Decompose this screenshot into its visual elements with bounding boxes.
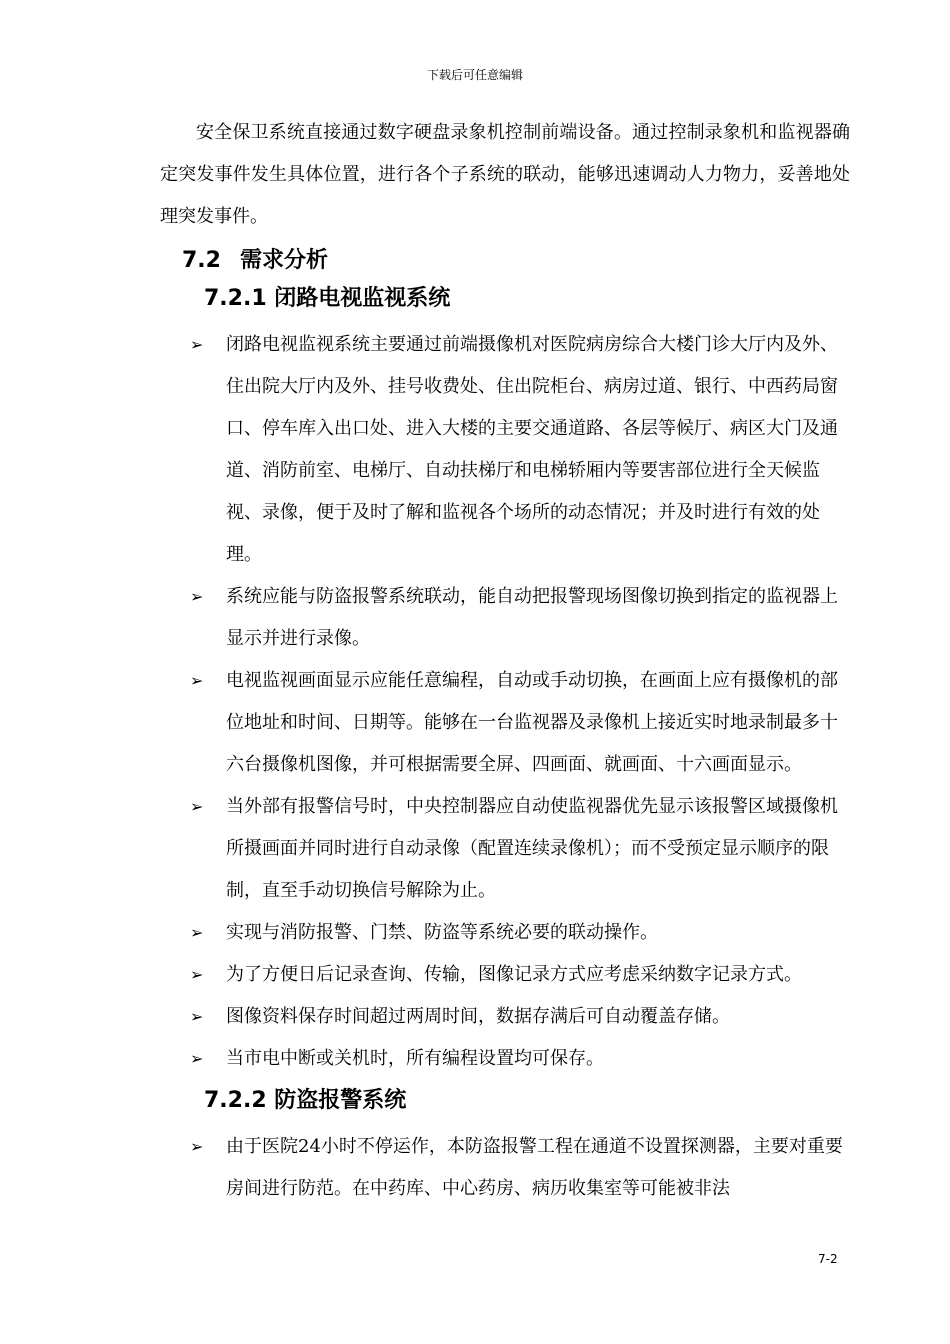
bullet-text: 电视监视画面显示应能任意编程，自动或手动切换，在画面上应有摄像机的部位地址和时间、日期等。能够在一台监视器及录像机上接近实时地录制最多十六台摄像机图像，并可根据需要全屏、四画面、就画面、十六画面显示。 <box>226 670 838 775</box>
bullet-arrow-icon: ➢ <box>190 965 204 984</box>
bullet-text: 当市电中断或关机时，所有编程设置均可保存。 <box>226 1048 604 1069</box>
page-header: 下载后可任意编辑 <box>426 68 523 82</box>
subsection-heading-alarm: 7.2.2 防盗报警系统 <box>204 1088 407 1113</box>
bullet-text: 图像资料保存时间超过两周时间，数据存满后可自动覆盖存储。 <box>226 1006 730 1027</box>
bullet-arrow-icon: ➢ <box>190 1007 204 1026</box>
alarm-bullet-list <box>160 1126 850 1210</box>
bullet-arrow-icon: ➢ <box>190 797 204 816</box>
bullet-arrow-icon: ➢ <box>190 1049 204 1068</box>
section-number: 7.2 <box>182 248 221 273</box>
bullet-arrow-icon: ➢ <box>190 671 204 690</box>
bullet-text: 系统应能与防盗报警系统联动，能自动把报警现场图像切换到指定的监视器上显示并进行录像。 <box>226 586 838 649</box>
cctv-bullet-list <box>160 324 850 1080</box>
bullet-item <box>160 1126 850 1210</box>
section-title: 需求分析 <box>240 248 329 273</box>
bullet-item <box>160 954 850 996</box>
bullet-text: 闭路电视监视系统主要通过前端摄像机对医院病房综合大楼门诊大厅内及外、住出院大厅内及外、挂号收费处、住出院柜台、病房过道、银行、中西药局窗口、停车库入出口处、进入大楼的主要交通道路、各层等候厅、病区大门及通道、消防前室、电梯厅、自动扶梯厅和电梯轿厢内等要害部位进行全天候监视、录像，便于及时了解和监视各个场所的动态情况；并及时进行有效的处理。 <box>226 334 838 565</box>
bullet-item <box>160 660 850 786</box>
bullet-item <box>160 324 850 576</box>
intro-paragraph: 安全保卫系统直接通过数字硬盘录象机控制前端设备。通过控制录象机和监视器确定突发事件发生具体位置，进行各个子系统的联动，能够迅速调动人力物力，妥善地处理突发事件。 <box>160 122 850 227</box>
document-body <box>160 112 850 1210</box>
bullet-item <box>160 912 850 954</box>
bullet-arrow-icon: ➢ <box>190 1137 204 1156</box>
bullet-text: 实现与消防报警、门禁、防盗等系统必要的联动操作。 <box>226 922 658 943</box>
bullet-arrow-icon: ➢ <box>190 923 204 942</box>
bullet-item <box>160 576 850 660</box>
section-heading <box>182 244 850 278</box>
bullet-item <box>160 786 850 912</box>
bullet-item <box>160 1038 850 1080</box>
bullet-text: 由于医院24小时不停运作，本防盗报警工程在通道不设置探测器，主要对重要房间进行防范。在中药库、中心药房、病历收集室等可能被非法 <box>226 1136 843 1199</box>
bullet-text: 当外部有报警信号时，中央控制器应自动使监视器优先显示该报警区域摄像机所摄画面并同时进行自动录像（配置连续录像机）；而不受预定显示顺序的限制，直至手动切换信号解除为止。 <box>226 796 838 901</box>
bullet-text: 为了方便日后记录查询、传输，图像记录方式应考虑采纳数字记录方式。 <box>226 964 802 985</box>
subsection-heading-cctv: 7.2.1 闭路电视监视系统 <box>204 286 451 311</box>
page-number: 7-2 <box>818 1252 838 1266</box>
bullet-arrow-icon: ➢ <box>190 335 204 354</box>
bullet-arrow-icon: ➢ <box>190 587 204 606</box>
bullet-item <box>160 996 850 1038</box>
